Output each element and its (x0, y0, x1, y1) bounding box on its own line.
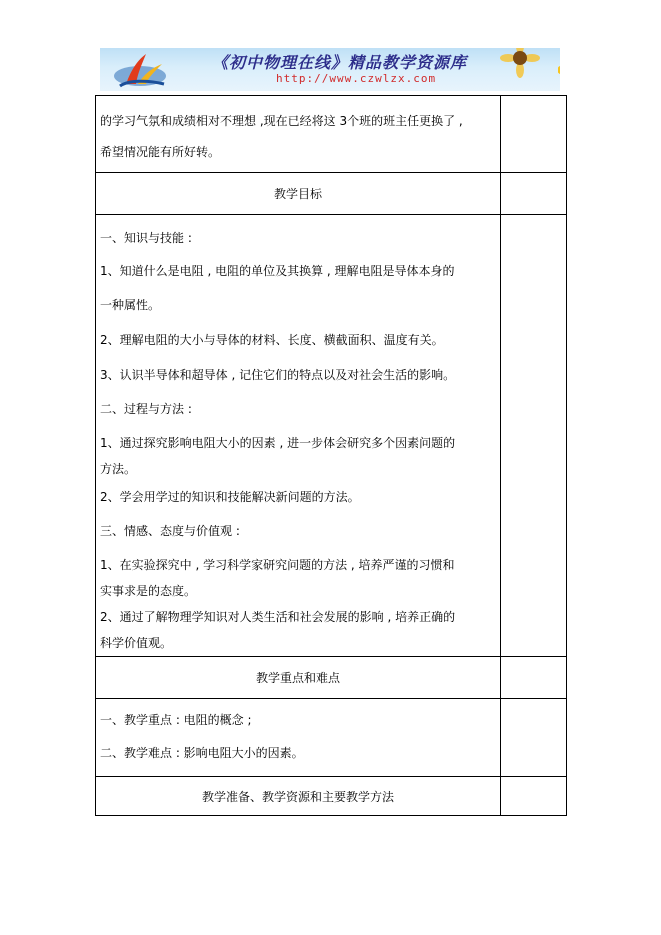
goal-line: 1、在实验探究中 , 学习科学家研究问题的方法 , 培养严谨的习惯和 (100, 558, 455, 572)
intro-line: 希望情况能有所好转。 (100, 145, 221, 159)
table-border-middle (500, 95, 501, 816)
table-row-divider (95, 776, 567, 777)
goal-line: 二、过程与方法 : (100, 402, 192, 416)
table-row-divider (95, 214, 567, 215)
goal-line: 2、学会用学过的知识和技能解决新问题的方法。 (100, 490, 360, 504)
table-row-divider (95, 698, 567, 699)
goal-line: 实事求是的态度。 (100, 584, 197, 598)
banner-url: http://www.czwlzx.com (276, 72, 437, 85)
goal-line: 一、知识与技能 : (100, 231, 192, 245)
goal-line: 一种属性。 (100, 298, 161, 312)
section-heading-goals: 教学目标 (273, 187, 322, 201)
goal-line: 2、理解电阻的大小与导体的材料、长度、横截面积、温度有关。 (100, 333, 444, 347)
goal-line: 三、情感、态度与价值观 : (100, 524, 240, 538)
goal-line: 2、通过了解物理学知识对人类生活和社会发展的影响 , 培养正确的 (100, 610, 456, 624)
table-border-right (566, 95, 567, 816)
goal-line: 1、通过探究影响电阻大小的因素 , 进一步体会研究多个因素问题的 (100, 436, 456, 450)
logo-icon (108, 50, 172, 90)
header-banner (100, 48, 560, 91)
intro-line: 的学习气氛和成绩相对不理想 ,现在已经将这 3个班的班主任更换了 , (100, 114, 463, 128)
table-border-left (95, 95, 96, 816)
sunflower-small-icon (500, 48, 540, 78)
goal-line: 1、知道什么是电阻 , 电阻的单位及其换算 , 理解电阻是导体本身的 (100, 264, 455, 278)
key-point-line: 二、教学难点 : 影响电阻大小的因素。 (100, 746, 304, 760)
table-border-top (95, 95, 567, 96)
section-heading-key-points: 教学重点和难点 (255, 671, 340, 685)
table-border-bottom (95, 815, 567, 816)
goal-line: 3、认识半导体和超导体 , 记住它们的特点以及对社会生活的影响。 (100, 368, 456, 382)
goal-line: 方法。 (100, 462, 137, 476)
table-row-divider (95, 172, 567, 173)
banner-title: 《初中物理在线》精品教学资源库 (212, 53, 468, 72)
sunflower-icon (558, 48, 560, 91)
table-row-divider (95, 656, 567, 657)
key-point-line: 一、教学重点 : 电阻的概念 ; (100, 713, 252, 727)
section-heading-prep: 教学准备、教学资源和主要教学方法 (201, 790, 394, 804)
goal-line: 科学价值观。 (100, 636, 173, 650)
